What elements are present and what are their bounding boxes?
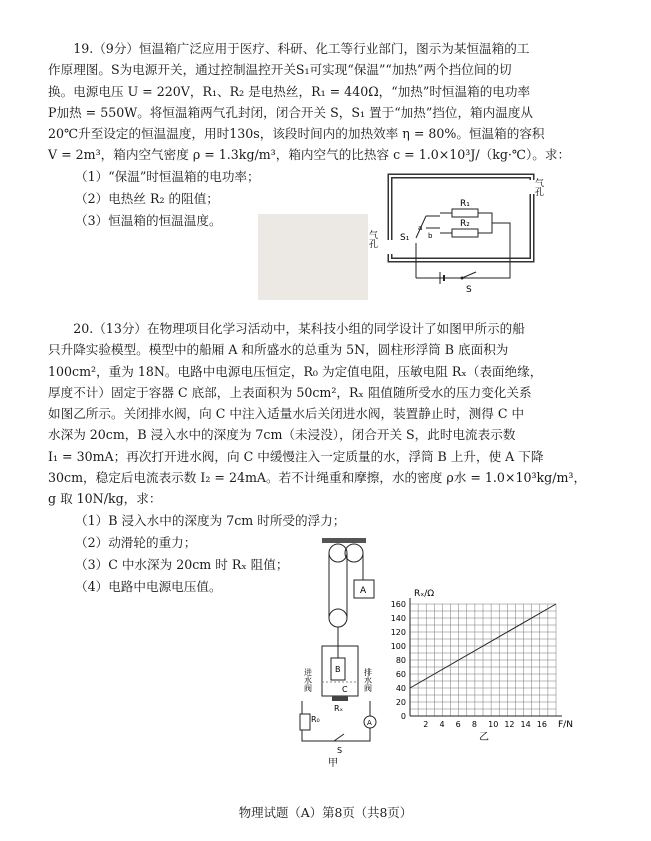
faded-image (258, 214, 368, 300)
chart-y-tick-label: 140 (390, 614, 406, 623)
q20-line: 厚度不计）固定于容器 C 底部，上表面积为 50cm²，Rₓ 阻值随所受水的压力变化关系 (48, 384, 532, 400)
s-label: S (466, 285, 472, 295)
chart-y-tick-label: 80 (395, 656, 406, 665)
r1-label: R₁ (460, 199, 470, 209)
chart-x-tick-label: 16 (536, 720, 547, 729)
chart-x-tick-label: 4 (439, 720, 445, 729)
s1-a-label: a (418, 224, 423, 232)
boat-a-label: A (360, 586, 367, 596)
q19-stem (48, 38, 608, 166)
chart-y-tick-label: 160 (390, 600, 406, 609)
q20-part4: （4）电路中电源电压值。 (75, 579, 222, 594)
q20-part3: （3）C 中水深为 20cm 时 Rₓ 阻值； (75, 557, 289, 572)
q19-line: P加热 = 550W。将恒温箱两气孔封闭，闭合开关 S，S₁ 置于“加热”挡位，箱内温度从 (48, 104, 534, 120)
chart-x-tick-label: 12 (504, 720, 515, 729)
chart-y-tick-label: 0 (400, 712, 406, 721)
q20-part1: （1）B 浸入水中的深度为 7cm 时所受的浮力； (75, 513, 346, 528)
chart-y-tick-label: 60 (395, 670, 406, 679)
fig-jia-pulley-diagram (294, 536, 380, 768)
q19-part1: （1）“保温”时恒温箱的电功率； (75, 169, 260, 184)
vent-top-label: 气孔 (533, 178, 543, 196)
rx-label: Rₓ (334, 704, 344, 713)
r2-label: R₂ (460, 219, 470, 229)
switch-s-label: S (337, 746, 343, 755)
q20-line: 20.（13分）在物理项目化学习活动中，某科技小组的同学设计了如图甲所示的船 (73, 321, 525, 336)
q19-line: V = 2m³，箱内空气密度 ρ = 1.3kg/m³，箱内空气的比热容 c = 1.0×10³J/（kg·℃）。求： (48, 147, 571, 163)
q19-part3: （3）恒温箱的恒温温度。 (75, 213, 222, 228)
float-b-label: B (335, 665, 341, 674)
chart-x-tick-label: 6 (455, 720, 461, 729)
q19-line: 换。电源电压 U = 220V，R₁、R₂ 是电热丝，R₁ = 440Ω，“加热”时恒温箱的电功率 (48, 83, 531, 99)
q20-stem (48, 318, 608, 510)
outlet-valve-label: 排水阀 (363, 668, 373, 692)
q20-line: 100cm²，重为 18N。电路中电源电压恒定，R₀ 为定值电阻，压敏电阻 Rₓ（表面绝缘， (48, 363, 543, 379)
fig-yi-caption: 乙 (479, 732, 489, 743)
s1-label: S₁ (400, 233, 410, 243)
rx-sensor (332, 696, 348, 701)
vent-left-label: 气孔 (367, 230, 377, 248)
q19-circuit-diagram (360, 168, 560, 304)
q20-line: 只升降实验模型。模型中的船厢 A 和所盛水的总重为 5N，圆柱形浮筒 B 底面积为 (48, 342, 509, 358)
fig-yi-rx-force-chart (382, 586, 582, 744)
container-c-label: C (342, 685, 348, 694)
chart-x-tick-label: 2 (423, 720, 429, 729)
q19-line: 19.（9分）恒温箱广泛应用于医疗、科研、化工等行业部门，图示为某恒温箱的工 (73, 41, 530, 56)
chart-y-tick-label: 100 (390, 642, 406, 651)
r1-resistor (452, 209, 478, 217)
q20-line: 30cm，稳定后电流表示数 I₂ = 24mA。若不计绳重和摩擦，水的密度 ρ水 = 1.0×10³kg/m³， (48, 470, 587, 486)
q20-line: 如图乙所示。关闭排水阀，向 C 中注入适量水后关闭进水阀，装置静止时，测得 C 中 (48, 406, 525, 422)
chart-y-tick-label: 120 (390, 628, 406, 637)
chart-x-tick-label: 10 (488, 720, 499, 729)
q19-line: 20℃升至设定的恒温温度，用时130s，该段时间内的加热效率 η = 80%。恒温箱的容积 (48, 126, 545, 142)
chart-y-axis-title: Rₓ/Ω (414, 589, 435, 599)
q20-line: g 取 10N/kg，求： (48, 491, 162, 507)
inlet-valve-label: 进水阀 (303, 668, 313, 692)
q20-line: 水深为 20cm，B 浸入水中的深度为 7cm（未浸没），闭合开关 S，此时电流表示数 (48, 427, 516, 443)
fig-jia-caption: 甲 (328, 758, 338, 768)
q20-line: I₁ = 30mA；再次打开进水阀，向 C 中缓慢注入一定质量的水，浮筒 B 上升，使 A 下降 (48, 448, 544, 464)
chart-x-tick-label: 8 (471, 720, 477, 729)
r0-label: R₀ (311, 715, 320, 724)
q19-line: 作原理图。S为电源开关，通过控制温控开关S₁可实现“保温”“加热”两个挡位间的切 (48, 62, 512, 78)
chart-x-tick-label: 14 (520, 720, 531, 729)
r0-resistor (300, 714, 310, 730)
chart-y-tick-label: 20 (395, 698, 406, 707)
r2-resistor (452, 229, 478, 237)
chart-x-axis-title: F/N (558, 720, 573, 730)
page-footer: 物理试题（A）第8页（共8页） (238, 805, 413, 820)
chart-y-tick-label: 40 (395, 684, 406, 693)
q20-part2: （2）动滑轮的重力； (75, 535, 197, 550)
q19-part2: （2）电热丝 R₂ 的阻值； (75, 191, 219, 206)
s1-b-label: b (428, 232, 433, 240)
ammeter-label: A (367, 719, 372, 727)
